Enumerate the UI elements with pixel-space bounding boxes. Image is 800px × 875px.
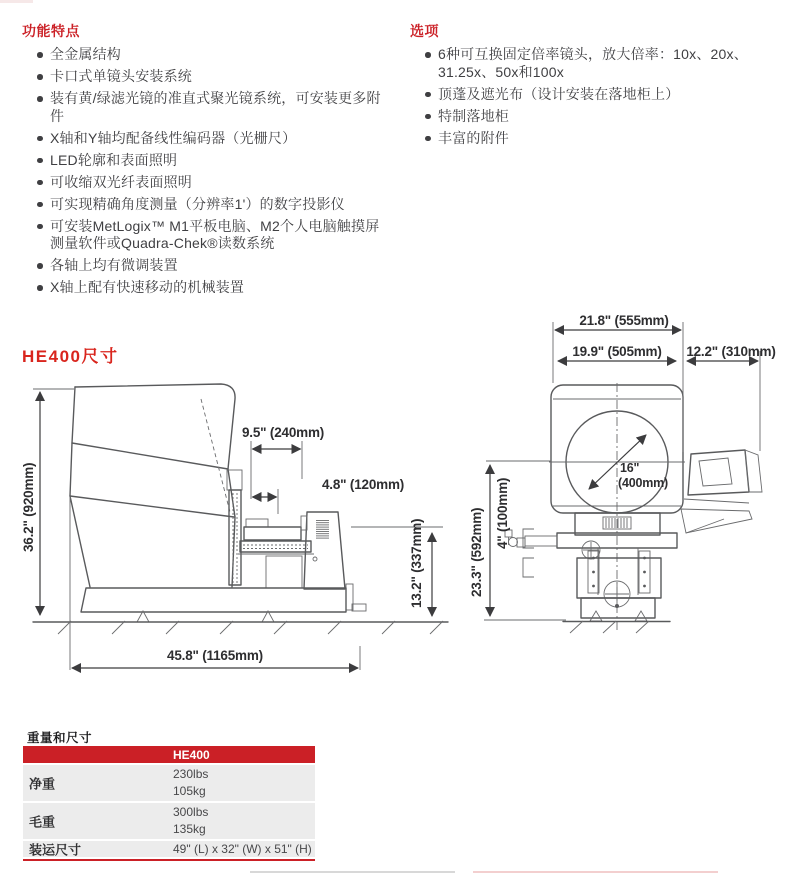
row-values [173, 766, 208, 800]
dim-label-overall-length: 45.8" (1165mm) [167, 648, 263, 663]
ground-hatching [570, 621, 649, 633]
features-title: 功能特点 [22, 23, 80, 39]
options-list [424, 46, 776, 152]
page-bottom-pink-rule [473, 871, 718, 873]
feature-item: X轴上配有快速移动的机械装置 [36, 279, 392, 297]
weight-table [23, 746, 315, 861]
side-view-machine-outline [33, 384, 448, 634]
weight-table-col-header: HE400 [173, 748, 210, 762]
touchscreen-monitor [681, 450, 762, 533]
page-top-edge-artifact [0, 0, 33, 3]
row-value: 49" (L) x 32" (W) x 51" (H) [173, 842, 312, 856]
option-item: 6种可互换固定倍率镜头，放大倍率：10x、20x、31.25x、50x和100x [424, 46, 776, 81]
feature-item: 全金属结构 [36, 46, 392, 64]
option-item: 丰富的附件 [424, 130, 776, 148]
options-title: 选项 [410, 23, 439, 39]
dim-label-overall-height: 23.3" (592mm) [469, 507, 484, 597]
row-values [173, 804, 208, 838]
feature-item: 可安装MetLogix™ M1平板电脑、M2个人电脑触摸屏测量软件或Quadra-Chek®读数系统 [36, 218, 392, 253]
table-row [23, 841, 315, 857]
dim-label-column-width: 4" (100mm) [495, 477, 510, 549]
dim-label-stage-height: 13.2" (337mm) [409, 518, 424, 608]
feature-item: 装有黄/绿滤光镜的准直式聚光镜系统，可安装更多附件 [36, 90, 392, 125]
side-view-drawing [15, 368, 455, 680]
feature-item: 各轴上均有微调装置 [36, 257, 392, 275]
vent-grille [316, 521, 329, 539]
option-item: 特制落地柜 [424, 108, 776, 126]
dimensions-title: HE400尺寸 [22, 347, 119, 366]
row-value: 230lbs [173, 767, 209, 781]
dim-label-screen-dia-mm: (400mm) [618, 476, 669, 490]
page-bottom-gray-rule [250, 871, 455, 873]
dim-label-throat-depth: 9.5" (240mm) [242, 425, 325, 440]
row-value: 135kg [173, 822, 206, 836]
weight-table-title: 重量和尺寸 [27, 731, 93, 745]
features-list [36, 46, 392, 301]
dim-label-screen-dia-inch: 16" [620, 461, 640, 475]
feature-item: 可收缩双光纤表面照明 [36, 174, 392, 192]
front-view-machine-outline [505, 383, 762, 633]
table-bottom-rule [23, 859, 315, 861]
table-row [23, 803, 315, 839]
row-value: 300lbs [173, 805, 209, 819]
front-view-drawing [450, 300, 800, 645]
table-row [23, 765, 315, 801]
option-item: 顶蓬及遮光布（设计安装在落地柜上） [424, 86, 776, 104]
knurled-knob [606, 518, 627, 528]
feature-item: LED轮廓和表面照明 [36, 152, 392, 170]
weight-table-header-row [23, 746, 315, 763]
dim-label-overall-width: 21.8" (555mm) [579, 313, 669, 328]
row-label: 装运尺寸 [29, 842, 82, 858]
dim-label-side-unit-width: 12.2" (310mm) [686, 344, 776, 359]
dim-label-overall-height: 36.2" (920mm) [21, 462, 36, 552]
feature-item: 可实现精确角度测量（分辨率1'）的数字投影仪 [36, 196, 392, 214]
feature-item: X轴和Y轴均配备线性编码器（光栅尺） [36, 130, 392, 148]
row-label: 净重 [29, 776, 56, 792]
dim-label-hood-width: 19.9" (505mm) [572, 344, 662, 359]
row-label: 毛重 [29, 814, 56, 830]
feature-item: 卡口式单镜头安装系统 [36, 68, 392, 86]
row-value: 105kg [173, 784, 206, 798]
dim-label-stage-depth: 4.8" (120mm) [322, 477, 405, 492]
ground-hatching [58, 621, 443, 634]
